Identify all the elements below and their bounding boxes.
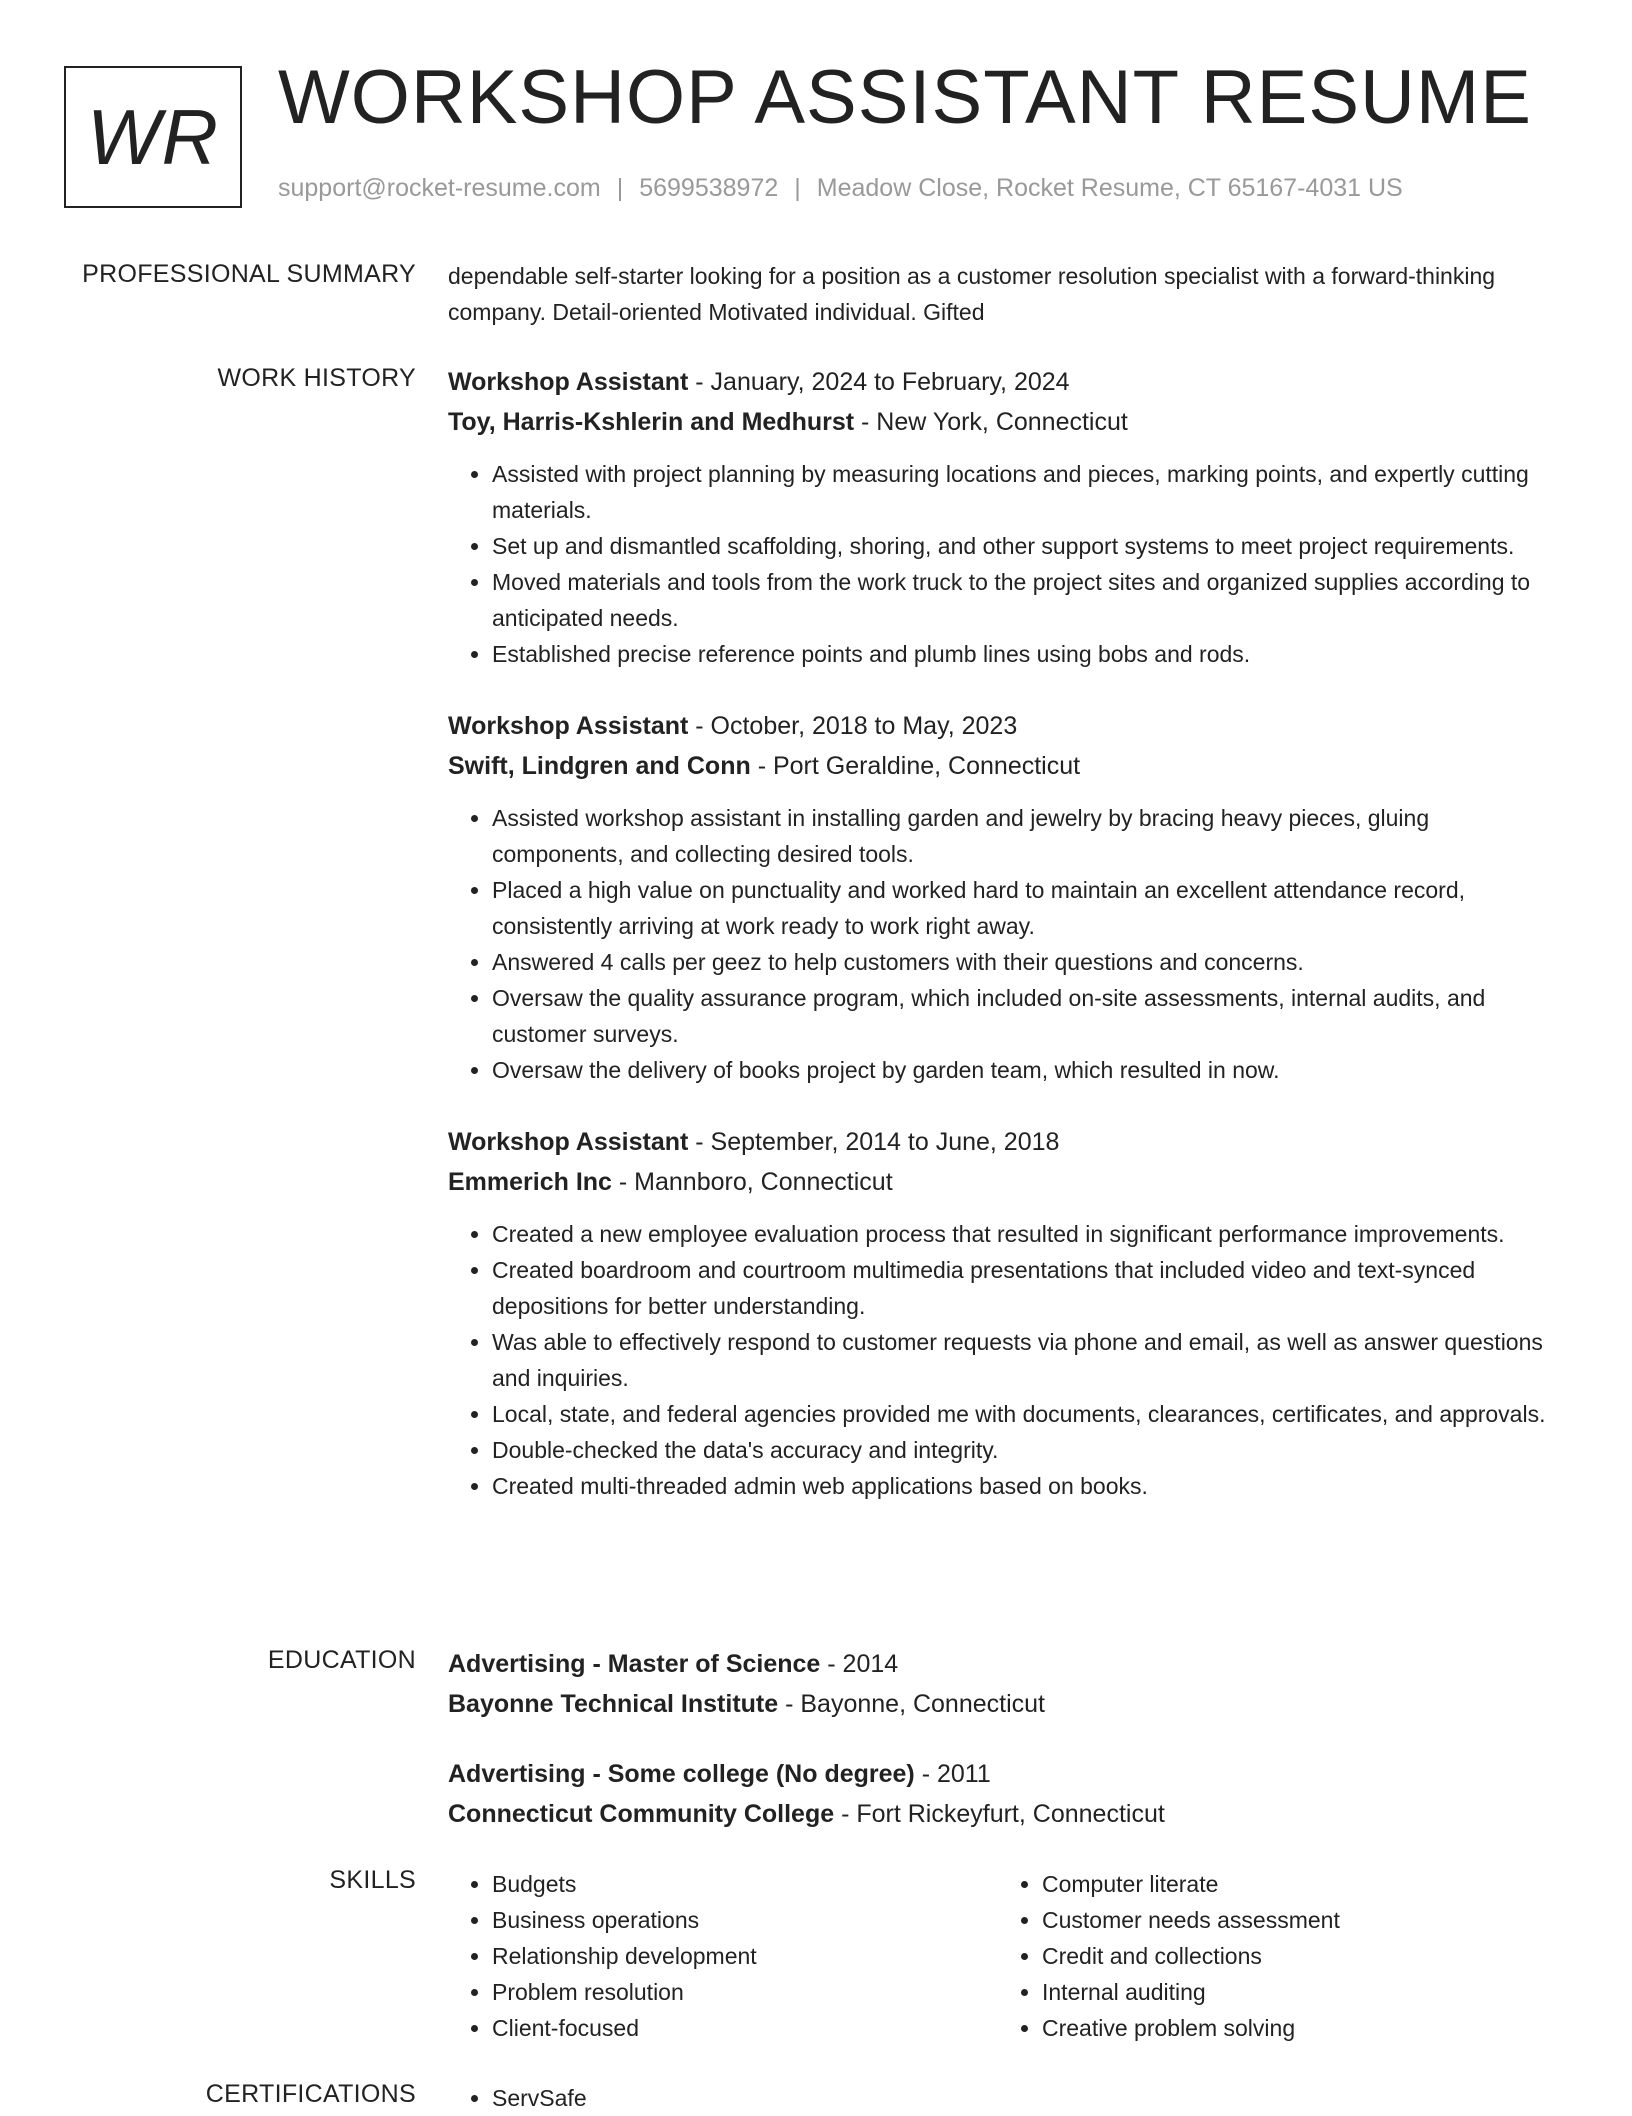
education-degree: Advertising - Some college (No degree) xyxy=(448,1760,915,1788)
job-company: Emmerich Inc xyxy=(448,1168,612,1196)
skills-heading: SKILLS xyxy=(329,1866,416,1894)
job-title-line xyxy=(448,1122,1563,1162)
job-company-line xyxy=(448,1162,1563,1202)
education-body xyxy=(448,1644,1563,1864)
job-bullet: • Placed a high value on punctuality and worked hard to maintain an excellent attendance record, consistently arriving at work ready to work right away. xyxy=(492,872,1563,944)
contact-address: Meadow Close, Rocket Resume, CT 65167-4031 US xyxy=(816,174,1403,202)
job-title-line xyxy=(448,706,1563,746)
education-school-line xyxy=(448,1794,1563,1834)
education-location: - Fort Rickeyfurt, Connecticut xyxy=(834,1800,1165,1828)
skills-list-left xyxy=(448,1866,998,2046)
job-company-line xyxy=(448,746,1563,786)
education-location: - Bayonne, Connecticut xyxy=(778,1690,1045,1718)
contact-separator: | xyxy=(616,174,624,202)
job-bullet: • Oversaw the delivery of books project by garden team, which resulted in now. xyxy=(492,1052,1563,1088)
job-bullet: • Assisted workshop assistant in installing garden and jewelry by bracing heavy pieces, gluing components, and collecting desired tools. xyxy=(492,800,1563,872)
skill-item: • Credit and collections xyxy=(1042,1938,1548,1974)
job-bullets xyxy=(448,1216,1563,1504)
contact-separator: | xyxy=(794,174,801,202)
summary-text: dependable self-starter looking for a position as a customer resolution specialist with a forward-thinking company. Detail-oriented Motivated individual. Gifted xyxy=(448,263,1496,325)
monogram-box xyxy=(64,66,242,208)
education-degree-line xyxy=(448,1754,1563,1794)
summary-heading: PROFESSIONAL SUMMARY xyxy=(82,260,416,288)
job-dates: - September, 2014 to June, 2018 xyxy=(688,1128,1060,1156)
work-history-heading: WORK HISTORY xyxy=(217,364,416,392)
skill-item: • Customer needs assessment xyxy=(1042,1902,1548,1938)
summary-body xyxy=(448,258,1563,330)
job-entry xyxy=(448,706,1563,1088)
job-bullet: • Local, state, and federal agencies provided me with documents, clearances, certificates, and approvals. xyxy=(492,1396,1563,1432)
job-bullet: • Was able to effectively respond to customer requests via phone and email, as well as answer questions and inquiries. xyxy=(492,1324,1563,1396)
certifications-body xyxy=(448,2080,1563,2116)
job-title: Workshop Assistant xyxy=(448,712,689,740)
education-degree-line xyxy=(448,1644,1563,1684)
certification-item: • ServSafe xyxy=(492,2080,1563,2116)
job-bullet: • Oversaw the quality assurance program, which included on-site assessments, internal audits, and customer surveys. xyxy=(492,980,1563,1052)
skill-item: • Computer literate xyxy=(1042,1866,1548,1902)
job-location: - Port Geraldine, Connecticut xyxy=(750,752,1081,780)
education-year: - 2011 xyxy=(914,1760,991,1788)
job-entry xyxy=(448,362,1563,672)
job-bullet: • Answered 4 calls per geez to help customers with their questions and concerns. xyxy=(492,944,1563,980)
education-year: - 2014 xyxy=(820,1650,899,1678)
job-dates: - October, 2018 to May, 2023 xyxy=(688,712,1018,740)
job-bullet: • Moved materials and tools from the work truck to the project sites and organized supplies according to anticipated needs. xyxy=(492,564,1563,636)
job-title: Workshop Assistant xyxy=(448,1128,689,1156)
skills-column-left xyxy=(448,1866,998,2046)
skill-item: • Creative problem solving xyxy=(1042,2010,1548,2046)
job-bullet: • Created boardroom and courtroom multimedia presentations that included video and text-synced depositions for better understanding. xyxy=(492,1252,1563,1324)
job-company: Toy, Harris-Kshlerin and Medhurst xyxy=(448,408,855,436)
skill-item: • Relationship development xyxy=(492,1938,998,1974)
job-title: Workshop Assistant xyxy=(448,368,689,396)
job-bullet: • Set up and dismantled scaffolding, shoring, and other support systems to meet project requirements. xyxy=(492,528,1563,564)
education-school-line xyxy=(448,1684,1563,1724)
skills-body xyxy=(448,1866,1563,2046)
education-degree: Advertising - Master of Science xyxy=(448,1650,821,1678)
resume-title: WORKSHOP ASSISTANT RESUME xyxy=(278,55,1532,140)
education-entry xyxy=(448,1754,1563,1834)
skill-item: • Problem resolution xyxy=(492,1974,998,2010)
skill-item: • Client-focused xyxy=(492,2010,998,2046)
certifications-list xyxy=(448,2080,1563,2116)
job-dates: - January, 2024 to February, 2024 xyxy=(688,368,1070,396)
certifications-heading: CERTIFICATIONS xyxy=(205,2080,416,2108)
job-title-line xyxy=(448,362,1563,402)
skills-list-right xyxy=(998,1866,1548,2046)
contact-email[interactable]: support@rocket-resume.com xyxy=(278,174,601,202)
job-bullet: • Double-checked the data's accuracy and integrity. xyxy=(492,1432,1563,1468)
job-bullets xyxy=(448,800,1563,1088)
education-school: Connecticut Community College xyxy=(448,1800,835,1828)
contact-line xyxy=(278,174,1403,203)
skills-grid xyxy=(448,1866,1563,2046)
contact-phone[interactable]: 5699538972 xyxy=(639,174,779,202)
job-location: - New York, Connecticut xyxy=(854,408,1128,436)
job-entry xyxy=(448,1122,1563,1504)
job-location: - Mannboro, Connecticut xyxy=(611,1168,893,1196)
work-history-body xyxy=(448,362,1563,1538)
monogram-initials: WR xyxy=(87,92,219,181)
job-company-line xyxy=(448,402,1563,442)
job-company: Swift, Lindgren and Conn xyxy=(448,752,751,780)
job-bullet: • Created a new employee evaluation process that resulted in significant performance improvements. xyxy=(492,1216,1563,1252)
job-bullet: • Established precise reference points and plumb lines using bobs and rods. xyxy=(492,636,1563,672)
job-bullets xyxy=(448,456,1563,672)
skill-item: • Internal auditing xyxy=(1042,1974,1548,2010)
education-heading: EDUCATION xyxy=(267,1646,416,1674)
job-bullet: • Assisted with project planning by measuring locations and pieces, marking points, and expertly cutting materials. xyxy=(492,456,1563,528)
education-school: Bayonne Technical Institute xyxy=(448,1690,779,1718)
job-bullet: • Created multi-threaded admin web applications based on books. xyxy=(492,1468,1563,1504)
education-entry xyxy=(448,1644,1563,1724)
skill-item: • Budgets xyxy=(492,1866,998,1902)
skills-column-right xyxy=(998,1866,1548,2046)
skill-item: • Business operations xyxy=(492,1902,998,1938)
